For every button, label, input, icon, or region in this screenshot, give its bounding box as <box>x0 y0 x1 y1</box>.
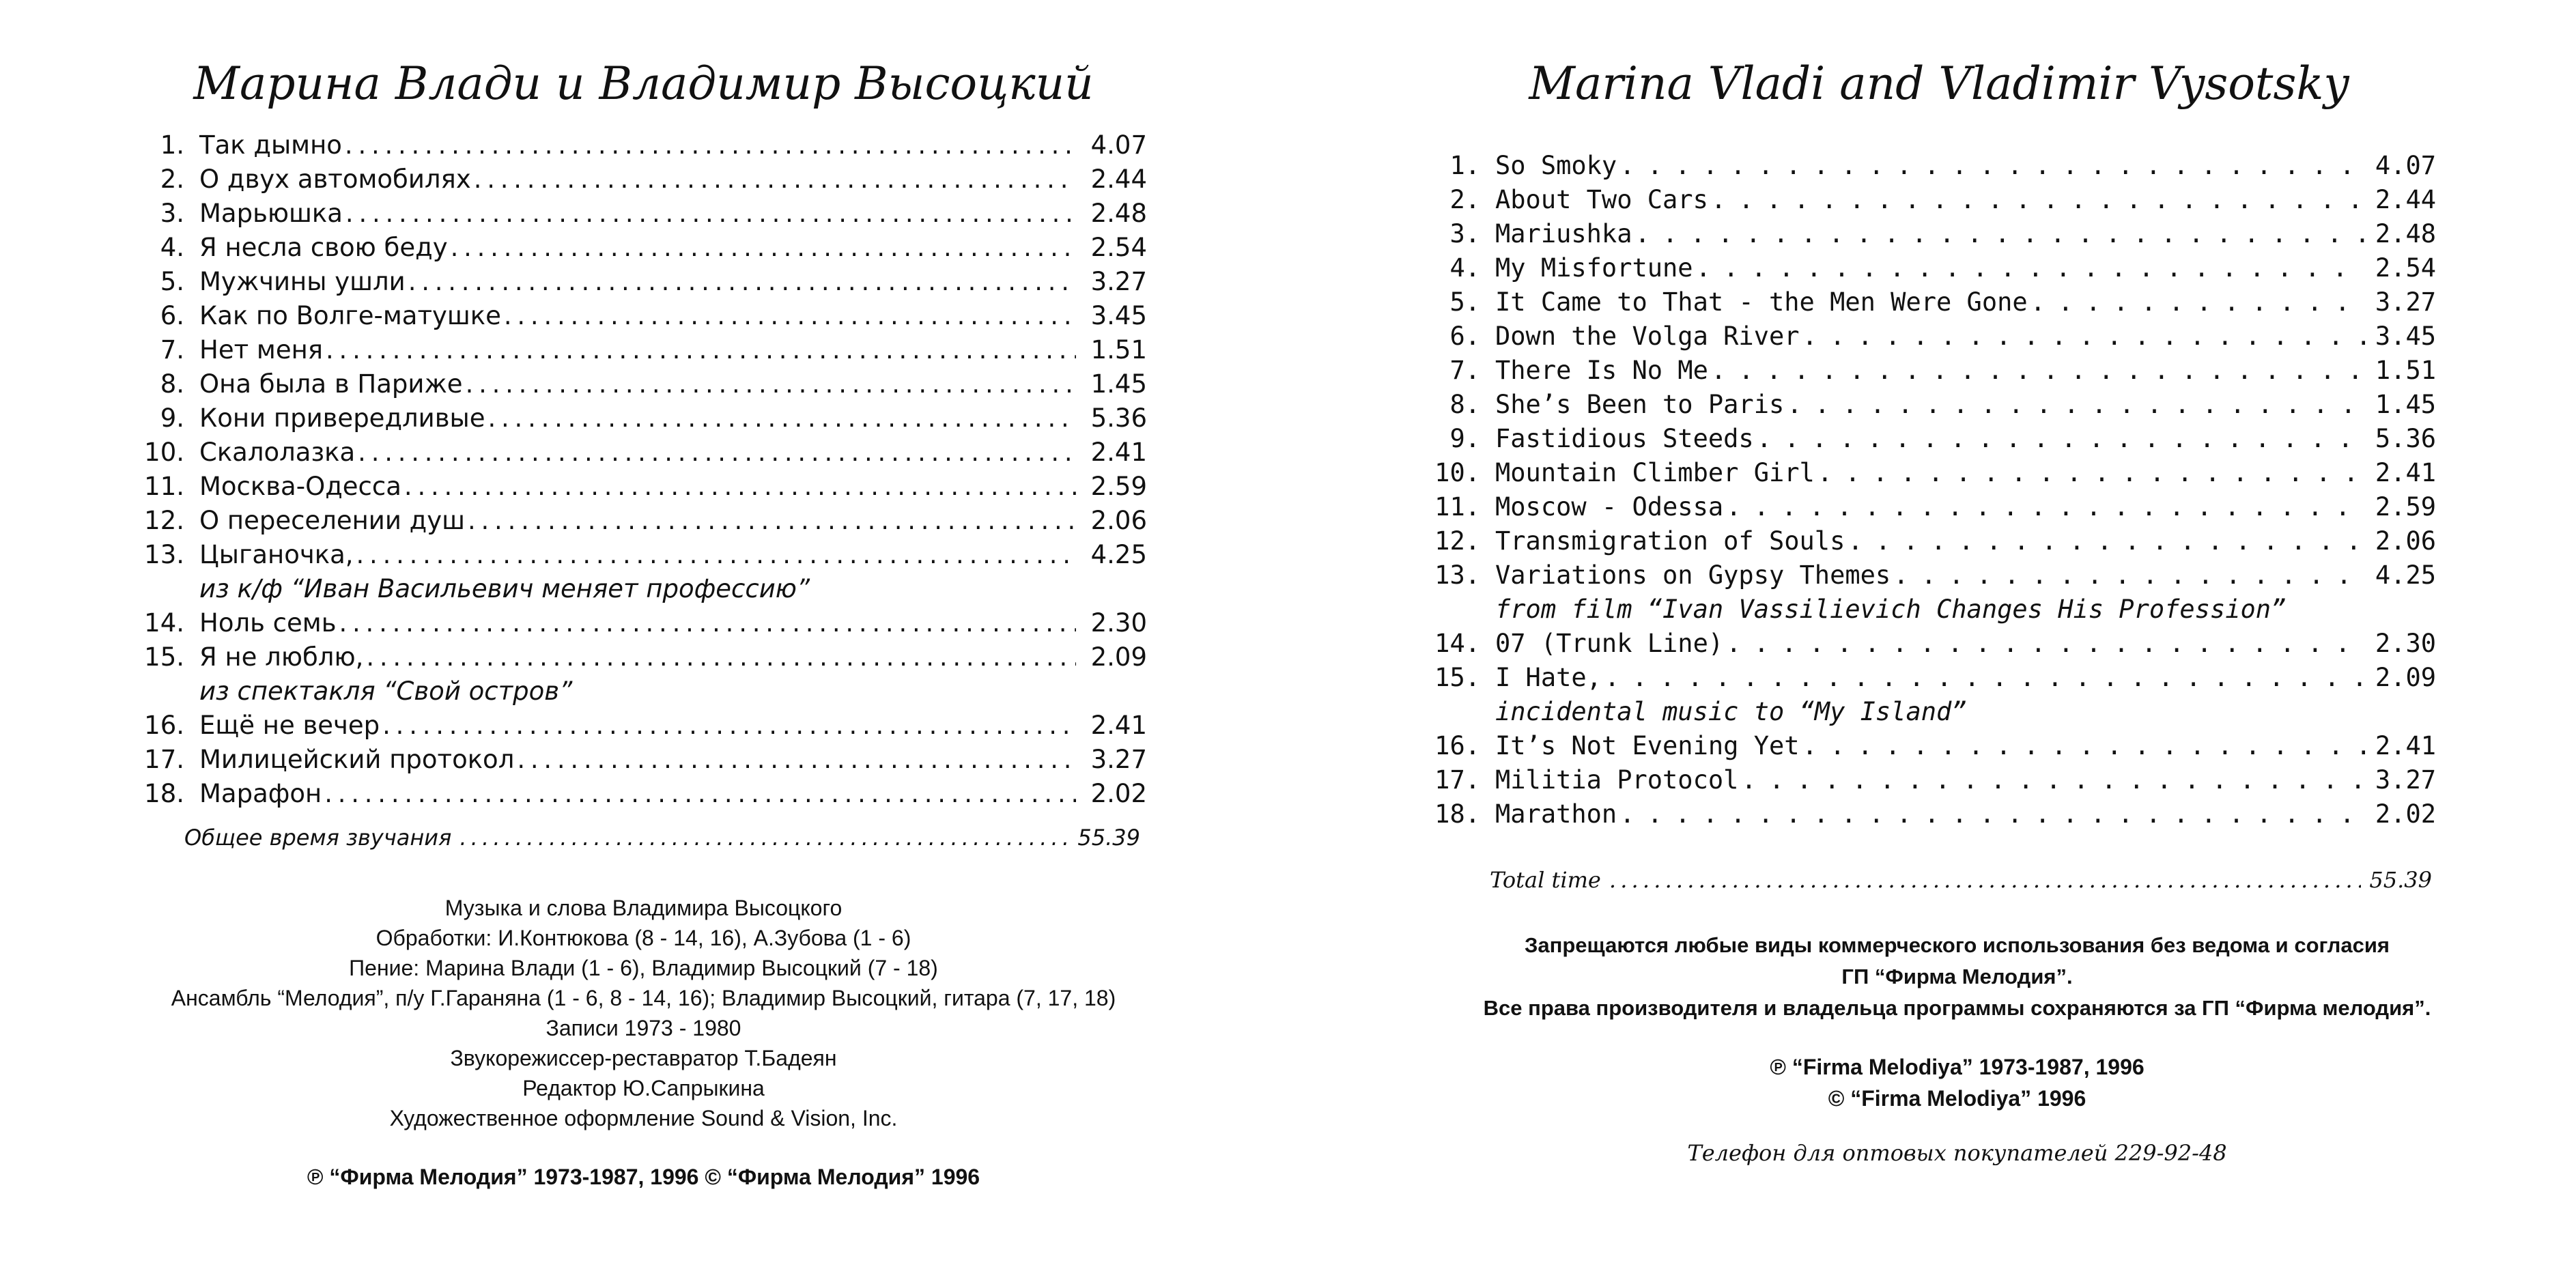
track-title: Variations on Gypsy Themes <box>1495 560 1891 590</box>
credit-line: Художественное оформление Sound & Vision, Inc. <box>389 1106 898 1130</box>
track-title: Militia Protocol <box>1495 765 1739 795</box>
track-number: 7. <box>1449 356 1480 385</box>
track-row <box>1426 388 2436 422</box>
track-duration: 2.59 <box>2375 492 2436 522</box>
track-number: 15. <box>144 642 184 672</box>
track-row <box>1426 354 2436 388</box>
track-title: There Is No Me <box>1495 356 1708 385</box>
track-duration: 4.07 <box>2375 151 2436 180</box>
track-duration: 2.06 <box>1090 506 1147 535</box>
leader-dots <box>326 333 1076 367</box>
track-title: My Misfortune <box>1495 253 1693 283</box>
leader-dots <box>358 436 1076 470</box>
track-duration: 2.41 <box>1090 438 1147 467</box>
leader-dots <box>474 162 1076 197</box>
track-duration: 5.36 <box>1090 403 1147 433</box>
track-row <box>1426 558 2436 593</box>
track-duration: 2.09 <box>2375 663 2436 692</box>
track-number: 2. <box>160 165 184 194</box>
track-title: It’s Not Evening Yet <box>1495 731 1800 760</box>
track-number: 12. <box>1434 526 1480 556</box>
notice-line: ГП “Фирма Мелодия”. <box>1841 965 2073 988</box>
leader-dots <box>356 538 1076 572</box>
track-row <box>1426 456 2436 490</box>
total-time-value: 55.39 <box>2369 867 2432 893</box>
track-title: 07 (Trunk Line) <box>1495 629 1724 658</box>
track-row <box>1426 422 2436 456</box>
track-row <box>130 777 1147 811</box>
leader-dots <box>1817 456 2365 490</box>
track-duration: 1.45 <box>2375 390 2436 419</box>
track-row <box>130 538 1147 572</box>
track-row <box>130 504 1147 538</box>
track-duration: 3.27 <box>1090 267 1147 296</box>
track-row <box>130 436 1147 470</box>
leader-dots <box>1619 797 2365 831</box>
leader-dots <box>1757 422 2365 456</box>
leader-dots <box>1696 251 2365 285</box>
track-duration: 4.25 <box>2375 560 2436 590</box>
track-title: Marathon <box>1495 799 1617 829</box>
total-time-english <box>1490 867 2432 893</box>
track-number: 14. <box>1434 629 1480 658</box>
copyright-line: ℗ “Firma Melodiya” 1973-1987, 1996 <box>1770 1055 2145 1079</box>
track-row <box>130 162 1147 197</box>
track-row <box>1426 627 2436 661</box>
leader-dots <box>1787 388 2365 422</box>
track-title: Марьюшка <box>199 199 343 228</box>
track-number: 16. <box>1434 731 1480 760</box>
track-duration: 3.27 <box>1090 745 1147 774</box>
leader-dots <box>366 640 1076 674</box>
track-number: 2. <box>1449 185 1480 214</box>
track-number: 6. <box>160 301 184 330</box>
leader-dots <box>2030 285 2365 319</box>
track-duration: 2.30 <box>1090 608 1147 638</box>
track-subtitle: from film “Ivan Vassilievich Changes His Profession” <box>1495 595 2287 624</box>
track-duration: 2.06 <box>2375 526 2436 556</box>
track-number: 15. <box>1434 663 1480 692</box>
track-title: Down the Volga River <box>1495 322 1800 351</box>
track-title: Fastidious Steeds <box>1495 424 1754 453</box>
leader-dots <box>468 504 1076 538</box>
track-number: 13. <box>1434 560 1480 590</box>
rights-notice <box>1338 930 2576 1024</box>
track-number: 18. <box>144 779 184 808</box>
track-row <box>1426 490 2436 524</box>
track-row <box>130 197 1147 231</box>
track-subtitle: из к/ф “Иван Васильевич меняет профессию” <box>199 574 810 603</box>
track-duration: 1.51 <box>1090 335 1147 365</box>
track-row <box>1426 251 2436 285</box>
left-page-russian <box>0 0 1287 1282</box>
credits-russian <box>0 893 1287 1133</box>
leader-dots <box>459 825 1069 851</box>
track-duration: 2.41 <box>2375 458 2436 487</box>
album-title-english: Marina Vladi and Vladimir Vysotsky <box>1529 57 2349 110</box>
track-duration: 5.36 <box>2375 424 2436 453</box>
track-title: Moscow - Odessa <box>1495 492 1724 522</box>
track-title: Transmigration of Souls <box>1495 526 1845 556</box>
total-time-russian <box>184 825 1140 851</box>
track-title: So Smoky <box>1495 151 1617 180</box>
track-title: Мужчины ушли <box>199 267 406 296</box>
track-duration: 2.30 <box>2375 629 2436 658</box>
track-row <box>1426 729 2436 763</box>
leader-dots <box>504 299 1076 333</box>
track-number: 11. <box>1434 492 1480 522</box>
copyright-english <box>1338 1051 2576 1114</box>
track-row <box>1426 217 2436 251</box>
notice-line: Запрещаются любые виды коммерческого использования без ведома и согласия <box>1524 933 2390 957</box>
leader-dots <box>1619 149 2365 183</box>
leader-dots <box>1802 729 2365 763</box>
leader-dots <box>345 197 1076 231</box>
credit-line: Ансамбль “Мелодия”, п/у Г.Гараняна (1 - 6, 8 - 14, 16); Владимир Высоцкий, гитара (7, 17, 18) <box>171 986 1116 1010</box>
track-row <box>130 640 1147 674</box>
track-title: It Came to That - the Men Were Gone <box>1495 287 2028 317</box>
leader-dots <box>1711 354 2365 388</box>
track-title: О двух автомобилях <box>199 165 471 194</box>
track-duration: 1.51 <box>2375 356 2436 385</box>
track-title: Я несла свою беду <box>199 233 448 262</box>
track-duration: 2.44 <box>1090 165 1147 194</box>
leader-dots <box>1711 183 2365 217</box>
track-row <box>1426 763 2436 797</box>
leader-dots <box>1741 763 2365 797</box>
track-number: 6. <box>1449 322 1480 351</box>
track-title: Она была в Париже <box>199 369 463 399</box>
track-number: 16. <box>144 711 184 740</box>
track-row <box>1426 661 2436 695</box>
track-title: Так дымно <box>199 130 342 160</box>
track-number: 1. <box>160 130 184 160</box>
leader-dots <box>382 709 1076 743</box>
track-row <box>130 606 1147 640</box>
total-time-label: Общее время звучания <box>184 825 452 851</box>
track-number: 8. <box>1449 390 1480 419</box>
copyright-line: © “Firma Melodiya” 1996 <box>1828 1086 2086 1111</box>
total-time-label: Total time <box>1490 867 1601 893</box>
credit-line: Звукорежиссер-реставратор Т.Бадеян <box>450 1046 837 1070</box>
leader-dots <box>517 743 1076 777</box>
track-row <box>130 128 1147 162</box>
credit-line: Пение: Марина Влади (1 - 6), Владимир Высоцкий (7 - 18) <box>349 956 938 980</box>
track-duration: 2.54 <box>2375 253 2436 283</box>
track-duration: 2.09 <box>1090 642 1147 672</box>
track-title: Mariushka <box>1495 219 1632 248</box>
track-row <box>1426 149 2436 183</box>
total-time-value: 55.39 <box>1077 825 1140 851</box>
track-number: 1. <box>1449 151 1480 180</box>
track-duration: 2.48 <box>2375 219 2436 248</box>
copyright-russian: ℗ “Фирма Мелодия” 1973-1987, 1996 © “Фирма Мелодия” 1996 <box>307 1165 980 1189</box>
track-number: 7. <box>160 335 184 365</box>
track-duration: 3.45 <box>2375 322 2436 351</box>
track-title: Милицейский протокол <box>199 745 515 774</box>
wholesale-phone: Телефон для оптовых покупателей 229-92-48 <box>1687 1140 2227 1166</box>
track-row <box>1426 319 2436 354</box>
track-row <box>130 231 1147 265</box>
track-duration: 3.45 <box>1090 301 1147 330</box>
credit-line: Редактор Ю.Сапрыкина <box>522 1076 765 1100</box>
leader-dots <box>1609 867 2362 893</box>
track-row <box>130 367 1147 401</box>
leader-dots <box>339 606 1076 640</box>
leader-dots <box>451 231 1076 265</box>
track-number: 3. <box>160 199 184 228</box>
track-row <box>130 470 1147 504</box>
credit-line: Обработки: И.Контюкова (8 - 14, 16), А.Зубова (1 - 6) <box>376 926 911 950</box>
leader-dots <box>1726 627 2365 661</box>
track-title: Ещё не вечер <box>199 711 380 740</box>
track-title: About Two Cars <box>1495 185 1708 214</box>
right-page-english <box>1338 0 2576 1282</box>
track-row <box>130 333 1147 367</box>
track-title: Скалолазка <box>199 438 356 467</box>
leader-dots <box>1604 661 2365 695</box>
track-duration: 2.02 <box>2375 799 2436 829</box>
leader-dots <box>466 367 1076 401</box>
track-number: 9. <box>160 403 184 433</box>
track-title: Цыганочка, <box>199 540 354 569</box>
track-row <box>130 265 1147 299</box>
track-duration: 2.02 <box>1090 779 1147 808</box>
album-title-russian: Марина Влади и Владимир Высоцкий <box>193 57 1094 110</box>
track-number: 4. <box>1449 253 1480 283</box>
track-number: 13. <box>144 540 184 569</box>
track-duration: 2.54 <box>1090 233 1147 262</box>
track-number: 17. <box>144 745 184 774</box>
track-title: Я не люблю, <box>199 642 364 672</box>
leader-dots <box>345 128 1076 162</box>
track-number: 11. <box>144 472 184 501</box>
track-number: 18. <box>1434 799 1480 829</box>
track-row <box>130 401 1147 436</box>
track-row <box>1426 797 2436 831</box>
track-title: Кони привередливые <box>199 403 485 433</box>
track-title: Москва-Одесса <box>199 472 401 501</box>
track-number: 5. <box>1449 287 1480 317</box>
tracklist-english <box>1426 149 2436 831</box>
track-subtitle: incidental music to “My Island” <box>1495 697 1967 726</box>
track-title: Как по Волге-матушке <box>199 301 501 330</box>
track-title: О переселении душ <box>199 506 465 535</box>
track-row <box>1426 285 2436 319</box>
track-duration: 3.27 <box>2375 765 2436 795</box>
leader-dots <box>1893 558 2365 593</box>
track-title: She’s Been to Paris <box>1495 390 1785 419</box>
leader-dots <box>408 265 1076 299</box>
track-title: Mountain Climber Girl <box>1495 458 1815 487</box>
track-number: 4. <box>160 233 184 262</box>
track-title: Ноль семь <box>199 608 337 638</box>
track-duration: 4.25 <box>1090 540 1147 569</box>
leader-dots <box>1634 217 2365 251</box>
track-number: 5. <box>160 267 184 296</box>
track-duration: 2.41 <box>1090 711 1147 740</box>
track-number: 8. <box>160 369 184 399</box>
track-number: 3. <box>1449 219 1480 248</box>
track-row <box>1426 183 2436 217</box>
track-row <box>130 299 1147 333</box>
track-title: Марафон <box>199 779 322 808</box>
leader-dots <box>404 470 1076 504</box>
track-number: 12. <box>144 506 184 535</box>
track-subtitle: из спектакля “Свой остров” <box>199 676 573 706</box>
leader-dots <box>1848 524 2365 558</box>
track-duration: 1.45 <box>1090 369 1147 399</box>
track-duration: 2.41 <box>2375 731 2436 760</box>
track-number: 10. <box>144 438 184 467</box>
track-row <box>130 743 1147 777</box>
leader-dots <box>488 401 1076 436</box>
track-title: I Hate, <box>1495 663 1602 692</box>
track-title: Нет меня <box>199 335 324 365</box>
leader-dots <box>1802 319 2365 354</box>
track-number: 14. <box>144 608 184 638</box>
track-duration: 3.27 <box>2375 287 2436 317</box>
track-duration: 2.48 <box>1090 199 1147 228</box>
leader-dots <box>324 777 1076 811</box>
credit-line: Музыка и слова Владимира Высоцкого <box>444 896 843 920</box>
track-number: 10. <box>1434 458 1480 487</box>
track-number: 9. <box>1449 424 1480 453</box>
tracklist-russian <box>130 128 1147 811</box>
leader-dots <box>1726 490 2365 524</box>
track-row <box>130 709 1147 743</box>
track-duration: 2.59 <box>1090 472 1147 501</box>
track-number: 17. <box>1434 765 1480 795</box>
track-duration: 2.44 <box>2375 185 2436 214</box>
track-row <box>1426 524 2436 558</box>
notice-line: Все права производителя и владельца программы сохраняются за ГП “Фирма мелодия”. <box>1483 996 2431 1020</box>
track-duration: 4.07 <box>1090 130 1147 160</box>
credit-line: Записи 1973 - 1980 <box>546 1016 741 1040</box>
